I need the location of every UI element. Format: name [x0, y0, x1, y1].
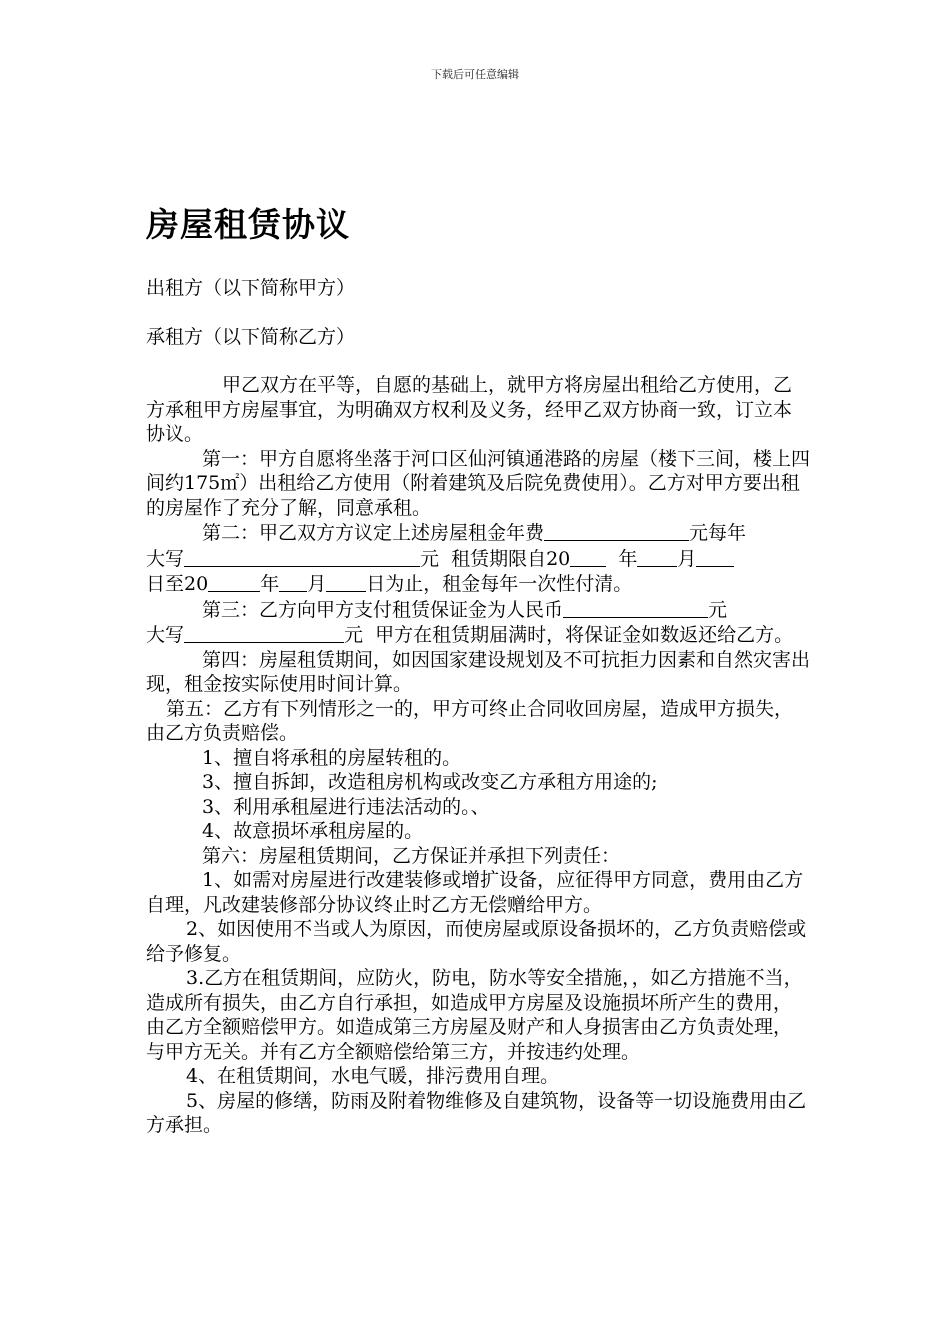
clause-5: 第五：乙方有下列情形之一的，甲方可终止合同收回房屋，造成甲方损失，由乙方负责赔偿。	[146, 697, 794, 744]
end-year-blank[interactable]	[208, 571, 260, 592]
clause-6-item: 4、在租赁期间，水电气暖，排污费用自理。	[186, 1065, 560, 1087]
clause-2-text-h: 年	[260, 573, 280, 595]
start-month-blank[interactable]	[637, 546, 677, 567]
clause-2-line-3	[146, 571, 810, 597]
clause-3	[146, 597, 810, 623]
clause-2-text-j: 日为止，租金每年一次性付清。	[366, 573, 633, 595]
start-year-blank[interactable]	[570, 546, 606, 567]
clause-2-text-e: 年	[618, 547, 638, 570]
document-title: 房屋租赁协议	[146, 205, 350, 244]
clause-2-text-f: 月	[677, 547, 697, 570]
intro-paragraph: 甲乙双方在平等，自愿的基础上，就甲方将房屋出租给乙方使用，乙方承租甲方房屋事宜，为明确双方权利及义务，经甲乙双方协商一致，订立本协议。	[146, 374, 793, 445]
clause-2-text-b: 元每年	[689, 522, 747, 544]
clause-2-text-c: 大写	[146, 547, 185, 570]
clause-6-item: 5、房屋的修缮，防雨及附着物维修及自建筑物，设备等一切设施费用由乙方承担。	[146, 1089, 807, 1136]
party-b-line: 承租方（以下简称乙方）	[146, 326, 356, 348]
clause-2-text-g: 日至20	[146, 573, 209, 595]
clause-6-item: 3.乙方在租赁期间，应防火，防电，防水等安全措施，，如乙方措施不当，造成所有损失，由乙方自行承担，如造成甲方房屋及设施损坏所产生的费用，由乙方全额赔偿甲方。如造成第三方房屋及财产和人身损害由乙方负责处理，与甲方无关。并有乙方全额赔偿给第三方，并按违约处理。	[146, 967, 803, 1063]
page-header: 下载后可任意编辑	[431, 68, 519, 81]
clause-5-item: 3、利用承租屋进行违法活动的。、	[202, 795, 490, 818]
clause-6: 第六：房屋租赁期间，乙方保证并承担下列责任：	[202, 844, 621, 867]
deposit-blank[interactable]	[563, 597, 708, 618]
clause-3-text-a: 第三：乙方向甲方支付租赁保证金为人民币	[202, 598, 564, 621]
end-month-blank[interactable]	[279, 571, 307, 592]
clause-2-text-d: 元 租赁期限自20	[420, 547, 571, 570]
end-day-blank[interactable]	[326, 571, 366, 592]
clause-3-line-2	[146, 622, 810, 648]
clause-4: 第四：房屋租赁期间，如因国家建设规划及不可抗拒力因素和自然灾害出现，租金按实际使用时间计算。	[146, 648, 811, 695]
agreement-body	[146, 373, 810, 1138]
clause-6-item: 1、如需对房屋进行改建装修或增扩设备，应征得甲方同意，费用由乙方自理，凡改建装修部分协议终止时乙方无偿赠给甲方。	[146, 869, 804, 916]
clause-2-text-a: 第二：甲乙双方方议定上述房屋租金年费	[202, 522, 545, 544]
clause-3-text-c: 大写	[146, 624, 185, 646]
clause-6-item: 2、如因使用不当或人为原因，而使房屋或原设备损坏的，乙方负责赔偿或给予修复。	[146, 918, 807, 965]
clause-2	[146, 520, 810, 546]
start-day-blank[interactable]	[696, 546, 734, 567]
rent-in-words-blank[interactable]	[184, 546, 420, 567]
clause-5-item: 1、擅自将承租的房屋转租的。	[202, 746, 462, 769]
deposit-in-words-blank[interactable]	[184, 622, 344, 643]
clause-5-item: 4、故意损坏承租房屋的。	[202, 820, 424, 842]
party-a-line: 出租方（以下简称甲方）	[146, 277, 356, 299]
clause-3-text-d: 元 甲方在租赁期届满时，将保证金如数返还给乙方。	[344, 624, 794, 646]
clause-1: 第一：甲方自愿将坐落于河口区仙河镇通港路的房屋（楼下三间，楼上四间约175㎡）出租给乙方使用（附着建筑及后院免费使用）。乙方对甲方要出租的房屋作了充分了解，同意承租。	[146, 447, 811, 519]
clause-5-item: 3、擅自拆卸，改造租房机构或改变乙方承租方用途的;	[202, 771, 658, 793]
clause-2-line-2	[146, 546, 810, 572]
clause-3-text-b: 元	[708, 598, 728, 621]
clause-2-text-i: 月	[307, 573, 327, 595]
annual-rent-blank[interactable]	[544, 520, 689, 541]
